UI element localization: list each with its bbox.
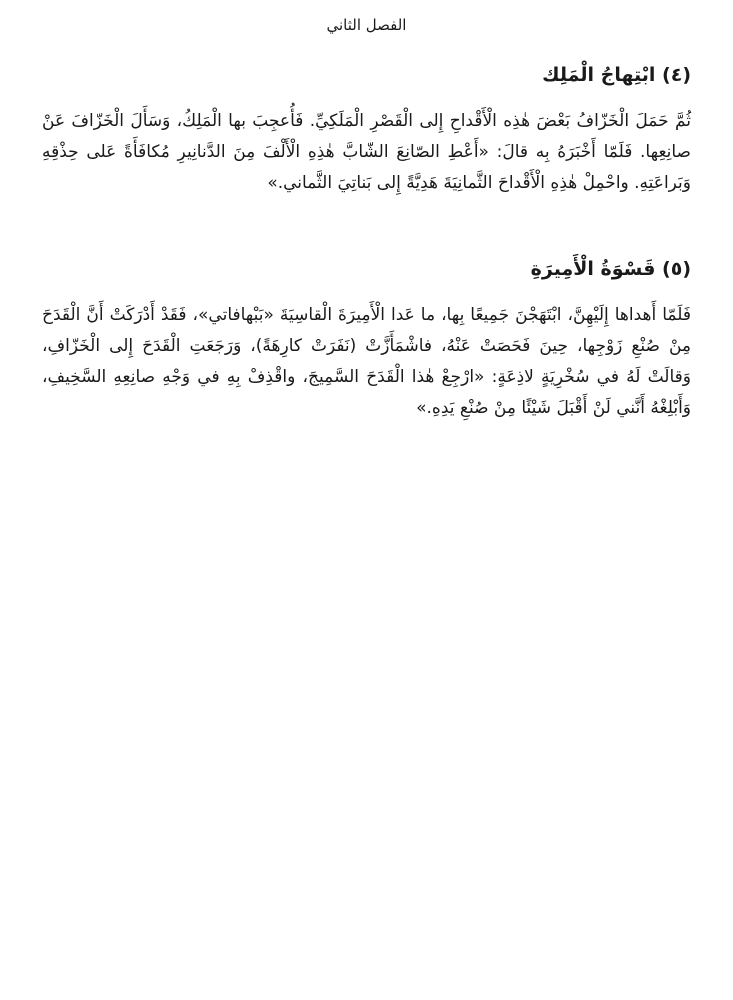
section-5 bbox=[42, 254, 691, 424]
chapter-title: الفصل الثاني bbox=[326, 16, 407, 34]
section-4 bbox=[42, 60, 691, 199]
section-paragraph: ثُمَّ حَمَلَ الْخَزّافُ بَعْضَ هٰذِه الْأَقْداحِ إِلى الْقَصْرِ الْمَلَكِيِّ. فَأُعجِبَ بها الْمَلِكُ، وَسَأَلَ الْخَزّافَ عَنْ صانِعِها. فَلَمّا أَخْبَرَهُ بِه قالَ: «أَعْطِ الصّانِعَ الشّابَّ هٰذِهِ الْأَلْفَ مِنَ الدَّنانِيرِ مُكافَأَةً عَلى حِذْقِهِ وَبَراعَتِهِ. واحْمِلْ هٰذِهِ الْأَقْداحَ الثَّمانِيَةَ هَدِيَّةً إِلى بَناتِيَ الثَّماني.» bbox=[42, 111, 691, 193]
section-heading: (٤) ابْتِهاجُ الْمَلِك bbox=[542, 64, 691, 86]
section-paragraph: فَلَمّا أَهداها إِلَيْهِنَّ، ابْتَهَجْنَ جَمِيعًا بِها، ما عَدا الْأَمِيرَةَ الْقاسِيَةَ «بَبْهافاتي»، فَقَدْ أَدْرَكَتْ أَنَّ الْقَدَحَ مِنْ صُنْعِ زَوْجِها، حِينَ فَحَصَتْ عَنْهُ، فاشْمَأَزَّتْ (نَفَرَتْ كارِهَةً)، وَرَجَعَتِ الْقَدَحَ إِلى الْخَزّافِ، وَقالَتْ لَهُ في سُخْرِيَةٍ لاذِعَةٍ: «ارْجِعْ هٰذا الْقَدَحَ السَّمِيجَ، واقْذِفْ بِهِ في وَجْهِ صانِعِهِ السَّخِيفِ، وَأَبْلِغْهُ أَنَّني لَنْ أَقْبَلَ شَيْئًا مِنْ صُنْعِ يَدِهِ.» bbox=[42, 305, 691, 418]
section-heading: (٥) قَسْوَةُ الْأَمِيرَةِ bbox=[530, 258, 691, 280]
